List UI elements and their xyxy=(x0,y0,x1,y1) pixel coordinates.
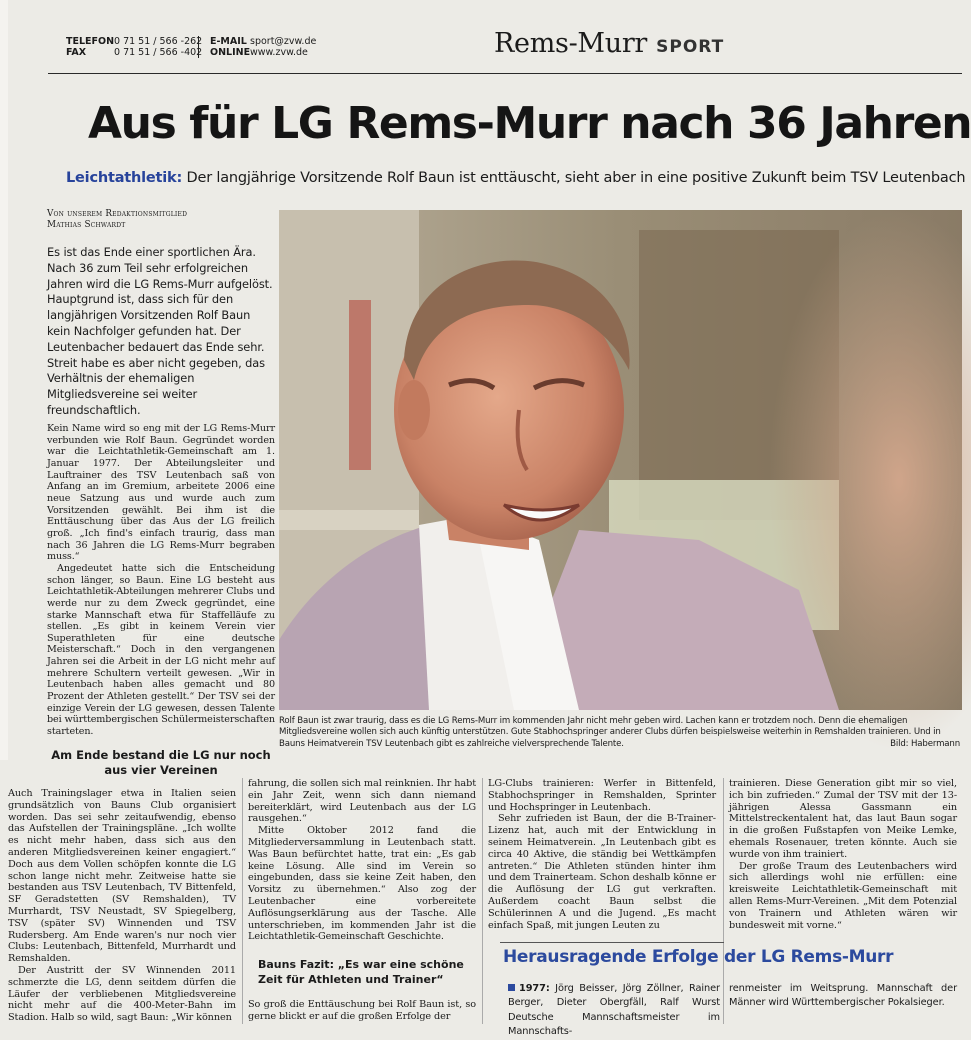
email-label: E-MAIL xyxy=(210,36,247,47)
article-column-1 xyxy=(8,788,236,1024)
contact-block xyxy=(66,36,316,58)
paragraph: Kein Name wird so eng mit der LG Rems-Murr verbunden wie Rolf Baun. Gegründet worden war die Leichtathletik-Gemeinschaft am 1. Januar 1977. Der Abteilungsleiter und Lauftrainer des TSV Leutenbach saß von Anfang an im Gremium, arbeitete 2006 eine neue Satzung aus und wurde auch zum Vorsitzenden gewählt. Bei ihm ist die Enttäuschung über das Aus der LG freilich groß. „Ich find's einfach traurig, dass man nach 36 Jahren die LG Rems-Murr begraben muss.“ xyxy=(47,423,275,563)
online-value[interactable]: www.zvw.de xyxy=(250,47,308,58)
page-edge xyxy=(0,0,8,760)
paragraph: trainieren. Diese Generation gibt mir so viel, ich bin zufrieden.“ Zumal der TSV mit der 13-jährigen Alessa Gassmann ein Mittelstreckentalent hat, das laut Baun sogar in die großen Fußstapfen von Meike Lemke, ehemals Rosenauer, treten könnte. Auch sie wurde von ihm trainiert. xyxy=(729,778,957,860)
info-box-title: Herausragende Erfolge der LG Rems-Murr xyxy=(503,947,894,967)
paragraph: Mitte Oktober 2012 fand die Mitgliederversammlung in Leutenbach statt. Was Baun befürchtet hatte, trat ein: „Es gab keine Lösung. Alle sind im Verein so eingebunden, dass sie keine Zeit haben, den Vorsitz zu übernehmen.“ Also zog der Leutenbacher eine vorbereitete Auflösungserklärung aus der Tasche. Alle unterschrieben, im kommenden Jahr ist die Leichtathletik-Gemeinschaft Geschichte. xyxy=(248,825,476,943)
article-lead: Es ist das Ende einer sportlichen Ära. Nach 36 zum Teil sehr erfolgreichen Jahren wird die LG Rems-Murr aufgelöst. Hauptgrund ist, dass sich für den langjährigen Vorsitzenden Rolf Baun kein Nachfolger gefunden hat. Der Leutenbacher bedauert das Ende sehr. Streit habe es aber nicht gegeben, das Verhältnis der ehemaligen Mitgliedsvereine sei weiter freundschaftlich. xyxy=(47,245,273,417)
article-photo xyxy=(279,210,962,710)
bullet-square-icon xyxy=(508,984,515,991)
article-column-3 xyxy=(488,778,716,931)
paragraph: Auch Trainingslager etwa in Italien seien grundsätzlich von Bauns Club organisiert worden. Das sei sehr zeitaufwendig, ebenso das Aufstellen der Trainingspläne. „Ich wollte es nicht mehr haben, dass sich aus den anderen Mitgliedsvereinen keiner engagiert.“ Doch aus dem Vollen schöpfen konnte die LG schon lange nicht mehr. Zeitweise hatte sie bestanden aus TSV Leutenbach, TV Bittenfeld, SF Geradstetten (SV Remshalden), TV Murrhardt, TSV Neustadt, SV Spiegelberg, TSV (später SV) Winnenden und TSV Rudersberg. Am Ende waren's nur noch vier Clubs: Leutenbach, Bittenfeld, Murrhardt und Remshalden. xyxy=(8,788,236,965)
section-name: SPORT xyxy=(656,37,725,57)
paragraph: Der Austritt der SV Winnenden 2011 schmerzte die LG, denn seitdem dürfen die Läufer der verbliebenen Mitgliedsvereine nicht mehr auf die 400-Meter-Bahn im Stadion. Halb so wild, sagt Baun: „Wir können xyxy=(8,964,236,1024)
masthead xyxy=(494,28,724,59)
photo-credit: Bild: Habermann xyxy=(890,738,960,749)
contact-divider xyxy=(198,36,206,47)
contact-divider xyxy=(198,47,206,58)
telefon-label: TELEFON xyxy=(66,36,115,47)
subheadline-text: Der langjährige Vorsitzende Rolf Baun ist enttäuscht, sieht aber in eine positive Zukunft beim TSV Leutenbach xyxy=(182,170,966,186)
paragraph: LG-Clubs trainieren: Werfer in Bittenfeld, Stabhochspringer in Remshalden, Sprinter und Hochspringer in Leutenbach. xyxy=(488,778,716,813)
paragraph: fahrung, die sollen sich mal reinknien. Ihr habt ein Jahr Zeit, wenn sich dann niemand bereiterklärt, wird Leutenbach aus der LG rausgehen.“ xyxy=(248,778,476,825)
paper-name: Rems-Murr xyxy=(494,28,648,59)
article-column-4 xyxy=(729,778,957,931)
byline-author: Mathias Schwardt xyxy=(47,220,126,230)
article-subheadline xyxy=(66,170,965,186)
fax-value: 0 71 51 / 566 -402 xyxy=(114,47,203,58)
article-headline: Aus für LG Rems-Murr nach 36 Jahren xyxy=(88,98,971,149)
fax-label: FAX xyxy=(66,47,87,58)
intertitle: Am Ende bestand die LG nur noch aus vier Vereinen xyxy=(51,748,271,777)
intertitle: Bauns Fazit: „Es war eine schöne Zeit für Athleten und Trainer“ xyxy=(258,958,464,986)
kicker: Leichtathletik: xyxy=(66,170,183,186)
box-year: 1977: xyxy=(519,983,550,994)
page-header xyxy=(48,28,962,74)
article-body-first xyxy=(47,423,275,738)
column-divider xyxy=(723,778,724,1024)
article-column-2 xyxy=(248,778,476,943)
photo-caption xyxy=(279,716,962,750)
portrait-illustration xyxy=(279,210,962,710)
box-text: Jörg Beisser, Jörg Zöllner, Rainer Berger, Dieter Obergfäll, Ralf Wurst Deutsche Mannschaftsmeister im Mannschafts- xyxy=(508,983,720,1038)
email-value[interactable]: sport@zvw.de xyxy=(250,36,317,47)
online-label: ONLINE xyxy=(210,47,251,58)
byline-role: Von unserem Redaktionsmitglied xyxy=(47,209,188,219)
info-box-continued: renmeister im Weitsprung. Mannschaft der Männer wird Württembergischer Pokalsieger. xyxy=(729,983,957,1009)
column-divider xyxy=(242,778,243,1024)
caption-text: Rolf Baun ist zwar traurig, dass es die LG Rems-Murr im kommenden Jahr nicht mehr geben wird. Lachen kann er trotzdem noch. Denn die ehemaligen Mitgliedsvereine wollen sich auch künftig unterstützen. Gute Stabhochspringer anderer Clubs dürfen beispielsweise weiterhin in Remshalden trainieren. Und in Bauns Heimatverein TSV Leutenbach gibt es zahlreiche vielversprechende Talente. xyxy=(279,716,941,749)
article-column-2-end: So groß die Enttäuschung bei Rolf Baun ist, so gerne blickt er auf die großen Erfolge der xyxy=(248,999,476,1022)
paragraph: Der große Traum des Leutenbachers wird sich allerdings wohl nie erfüllen: eine kreisweite Leichtathletik-Gemeinschaft mit allen Rems-Murr-Vereinen. „Mit dem Potenzial von Trainern und Athleten wären wir bundesweit mit vorne.“ xyxy=(729,860,957,931)
byline xyxy=(47,209,187,231)
paragraph: Angedeutet hatte sich die Entscheidung schon länger, so Baun. Eine LG besteht aus Leichtathletik-Abteilungen mehrerer Clubs und werde nur zu dem Zweck gegründet, eine starke Mannschaft etwa für Staffelläufe zu stellen. „Es gibt in keinem Verein vier Superathleten für eine deutsche Meisterschaft.“ Doch in den vergangenen Jahren sei die Arbeit in der LG nicht mehr auf mehrere Schultern verteilt gewesen. „Wir in Leutenbach haben alles gemacht und 80 Prozent der Athleten gestellt.“ Der TSV sei der einzige Verein der LG gewesen, dessen Talente bei württembergischen Schülermeisterschaften starteten. xyxy=(47,562,275,738)
info-box xyxy=(508,982,720,1040)
column-divider xyxy=(482,778,483,1024)
telefon-value: 0 71 51 / 566 -262 xyxy=(114,36,203,47)
box-divider xyxy=(500,942,724,943)
paragraph: Sehr zufrieden ist Baun, der die B-Trainer-Lizenz hat, auch mit der Entwicklung in seinem Heimatverein. „In Leutenbach gibt es circa 40 Aktive, die ständig bei Wettkämpfen antreten.“ Die Athleten stünden hinter ihm und dem Trainerteam. Schon deshalb könne er die Auflösung der LG gut verkraften. Außerdem coacht Baun selbst die Schülerinnen A und die Jugend. „Es macht einfach Spaß, mit jungen Leuten zu xyxy=(488,813,716,931)
